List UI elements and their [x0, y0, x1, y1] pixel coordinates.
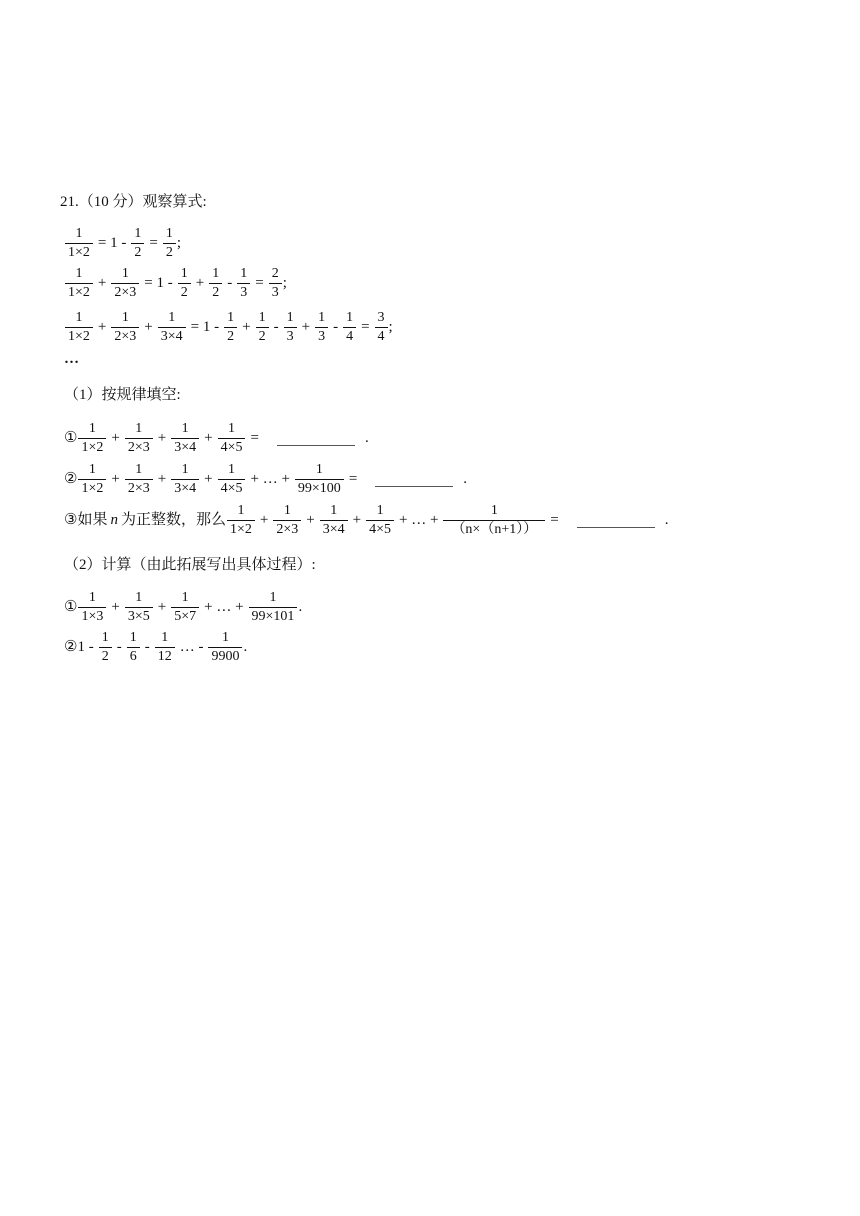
fraction — [366, 503, 394, 538]
fraction — [125, 462, 153, 497]
operator: + — [157, 430, 167, 446]
operator: = — [550, 512, 559, 528]
part1-title — [64, 388, 181, 403]
numerator: 1 — [129, 630, 137, 645]
fraction — [443, 503, 545, 538]
numerator: 1 — [101, 630, 109, 645]
operator: + — [195, 275, 205, 291]
fraction — [224, 310, 237, 345]
denominator: 4 — [343, 327, 356, 345]
denominator: 6 — [127, 647, 140, 665]
numerator: 1 — [286, 310, 294, 325]
answer-blank[interactable] — [577, 513, 655, 528]
operator: - — [227, 275, 233, 291]
denominator: 99×100 — [295, 479, 344, 497]
numerator: 1 — [315, 462, 323, 477]
fraction — [218, 462, 246, 497]
fraction — [125, 421, 153, 456]
fraction — [256, 310, 269, 345]
fraction — [158, 310, 186, 345]
operator: + — [157, 599, 167, 615]
numerator: 1 — [161, 630, 169, 645]
numerator: 2 — [271, 266, 279, 281]
denominator: 2×3 — [111, 283, 139, 301]
part2-title — [64, 558, 316, 573]
punctuation: ; — [388, 319, 393, 335]
fraction — [111, 310, 139, 345]
numerator: 1 — [240, 266, 248, 281]
fraction — [131, 226, 144, 261]
fraction — [65, 266, 93, 301]
numerator: 1 — [135, 462, 143, 477]
operator: = — [255, 275, 264, 291]
denominator: 1×2 — [227, 520, 255, 538]
numerator: 1 — [227, 310, 235, 325]
punctuation: . — [243, 639, 248, 655]
ellipsis-line — [64, 352, 79, 367]
operator: - — [144, 639, 150, 655]
question-1 — [64, 421, 369, 456]
operator: + — [204, 471, 213, 487]
fraction — [111, 266, 139, 301]
circled-marker: ① — [64, 599, 78, 615]
question-2 — [64, 462, 467, 497]
operator: - — [273, 319, 279, 335]
fraction — [273, 503, 301, 538]
denominator: 1×2 — [65, 327, 93, 345]
fraction — [171, 421, 199, 456]
circled-marker: ② — [64, 471, 78, 487]
variable-n: n — [110, 512, 118, 528]
operator: + — [352, 512, 362, 528]
part1-title-text: （1）按规律填空: — [64, 387, 181, 403]
numerator: 1 — [490, 503, 498, 518]
operator: + — [144, 319, 153, 335]
numerator: 1 — [134, 226, 142, 241]
operator: + — [111, 471, 120, 487]
question-text: 为正整数，那么 — [120, 512, 226, 528]
fraction — [171, 590, 199, 625]
numerator: 1 — [181, 421, 189, 436]
fraction — [125, 590, 153, 625]
numerator: 1 — [135, 590, 143, 605]
denominator: 1×2 — [78, 438, 106, 456]
fraction — [375, 310, 388, 345]
denominator: 2 — [256, 327, 269, 345]
question-text: 如果 — [77, 512, 108, 528]
example-line-2 — [64, 266, 287, 301]
fraction — [295, 462, 344, 497]
fraction — [78, 590, 106, 625]
numerator: 1 — [180, 266, 188, 281]
denominator: 2 — [131, 243, 144, 261]
numerator: 1 — [318, 310, 326, 325]
numerator: 1 — [181, 590, 189, 605]
denominator: 4×5 — [218, 479, 246, 497]
series-dots: + … + — [399, 512, 439, 528]
fraction — [65, 226, 93, 261]
numerator: 1 — [75, 266, 83, 281]
denominator: 12 — [155, 647, 175, 665]
numerator: 1 — [168, 310, 176, 325]
denominator: 2×3 — [125, 438, 153, 456]
fraction — [209, 266, 222, 301]
fraction — [178, 266, 191, 301]
numerator: 1 — [75, 310, 83, 325]
denominator: 4 — [375, 327, 388, 345]
part2-title-text: （2）计算（由此拓展写出具体过程）: — [64, 557, 316, 573]
denominator: 9900 — [208, 647, 242, 665]
operator: + — [157, 471, 167, 487]
operator: + — [97, 275, 107, 291]
fraction — [320, 503, 348, 538]
numerator: 1 — [88, 421, 96, 436]
punctuation: . — [463, 471, 468, 487]
expression-text: = 1 - — [97, 235, 127, 251]
punctuation: . — [664, 512, 669, 528]
operator: + — [301, 319, 311, 335]
fraction — [227, 503, 255, 538]
denominator: 1×2 — [78, 479, 106, 497]
denominator: 2 — [224, 327, 237, 345]
expression-text: 1 - — [77, 639, 94, 655]
circled-marker: ① — [64, 430, 78, 446]
answer-blank[interactable] — [375, 472, 453, 487]
numerator: 1 — [269, 590, 277, 605]
fraction — [343, 310, 356, 345]
fraction — [65, 310, 93, 345]
numerator: 1 — [75, 226, 83, 241]
denominator: 2 — [99, 647, 112, 665]
numerator: 1 — [212, 266, 220, 281]
punctuation: . — [364, 430, 369, 446]
fraction — [171, 462, 199, 497]
series-dots: … - — [179, 639, 204, 655]
denominator: 2 — [209, 283, 222, 301]
numerator: 1 — [88, 590, 96, 605]
fraction — [99, 630, 112, 665]
denominator: 4×5 — [218, 438, 246, 456]
denominator: 3 — [237, 283, 250, 301]
question-3 — [64, 503, 668, 538]
fraction — [163, 226, 176, 261]
punctuation: . — [298, 599, 303, 615]
operator: = — [149, 235, 158, 251]
fraction — [315, 310, 328, 345]
ellipsis: … — [64, 351, 79, 367]
calculation-2 — [64, 630, 247, 665]
denominator: 1×3 — [78, 607, 106, 625]
operator: = — [348, 471, 358, 487]
expression-text: = 1 - — [144, 275, 173, 291]
punctuation: ; — [176, 235, 182, 251]
fraction — [155, 630, 175, 665]
numerator: 1 — [346, 310, 354, 325]
denominator: 2 — [163, 243, 176, 261]
denominator: 2 — [178, 283, 191, 301]
operator: + — [204, 430, 213, 446]
expression-text: = 1 - — [190, 319, 220, 335]
numerator: 1 — [237, 503, 245, 518]
denominator: 3 — [269, 283, 282, 301]
numerator: 1 — [165, 226, 173, 241]
fraction — [284, 310, 297, 345]
problem-header — [60, 195, 207, 210]
denominator: 3×5 — [125, 607, 153, 625]
numerator: 1 — [376, 503, 384, 518]
example-line-3 — [64, 310, 393, 345]
series-dots: + … + — [250, 471, 290, 487]
fraction — [269, 266, 282, 301]
fraction — [218, 421, 246, 456]
calculation-1 — [64, 590, 302, 625]
denominator: 2×3 — [125, 479, 153, 497]
numerator: 1 — [135, 421, 143, 436]
operator: - — [333, 319, 339, 335]
denominator: 3×4 — [171, 479, 199, 497]
circled-marker: ③ — [64, 512, 78, 528]
numerator: 1 — [221, 630, 229, 645]
operator: + — [111, 430, 120, 446]
punctuation: ; — [282, 275, 287, 291]
circled-marker: ② — [64, 639, 78, 655]
operator: + — [306, 512, 315, 528]
answer-blank[interactable] — [277, 431, 355, 446]
numerator: 1 — [88, 462, 96, 477]
denominator: 3×4 — [171, 438, 199, 456]
denominator: 5×7 — [171, 607, 199, 625]
denominator: 3×4 — [320, 520, 348, 538]
series-dots: + … + — [204, 599, 244, 615]
numerator: 1 — [181, 462, 189, 477]
numerator: 1 — [121, 310, 129, 325]
denominator: 1×2 — [65, 243, 93, 261]
numerator: 1 — [121, 266, 129, 281]
fraction — [208, 630, 242, 665]
denominator: 2×3 — [273, 520, 301, 538]
denominator: 3 — [315, 327, 328, 345]
operator: + — [111, 599, 120, 615]
denominator: 3 — [284, 327, 297, 345]
operator: + — [97, 319, 107, 335]
operator: = — [250, 430, 259, 446]
numerator: 1 — [283, 503, 291, 518]
numerator: 1 — [330, 503, 338, 518]
numerator: 1 — [228, 421, 236, 436]
fraction — [237, 266, 250, 301]
numerator: 1 — [258, 310, 266, 325]
denominator: 2×3 — [111, 327, 139, 345]
denominator: （n×（n+1）） — [443, 520, 545, 538]
operator: - — [116, 639, 122, 655]
fraction — [78, 462, 106, 497]
operator: + — [259, 512, 269, 528]
operator: = — [361, 319, 370, 335]
fraction — [78, 421, 106, 456]
problem-header-text: 21.（10 分）观察算式: — [60, 194, 207, 210]
denominator: 99×101 — [249, 607, 298, 625]
denominator: 4×5 — [366, 520, 394, 538]
denominator: 1×2 — [65, 283, 93, 301]
numerator: 1 — [228, 462, 236, 477]
operator: + — [242, 319, 251, 335]
fraction — [249, 590, 298, 625]
numerator: 3 — [377, 310, 385, 325]
fraction — [127, 630, 140, 665]
denominator: 3×4 — [158, 327, 186, 345]
example-line-1 — [64, 226, 181, 261]
